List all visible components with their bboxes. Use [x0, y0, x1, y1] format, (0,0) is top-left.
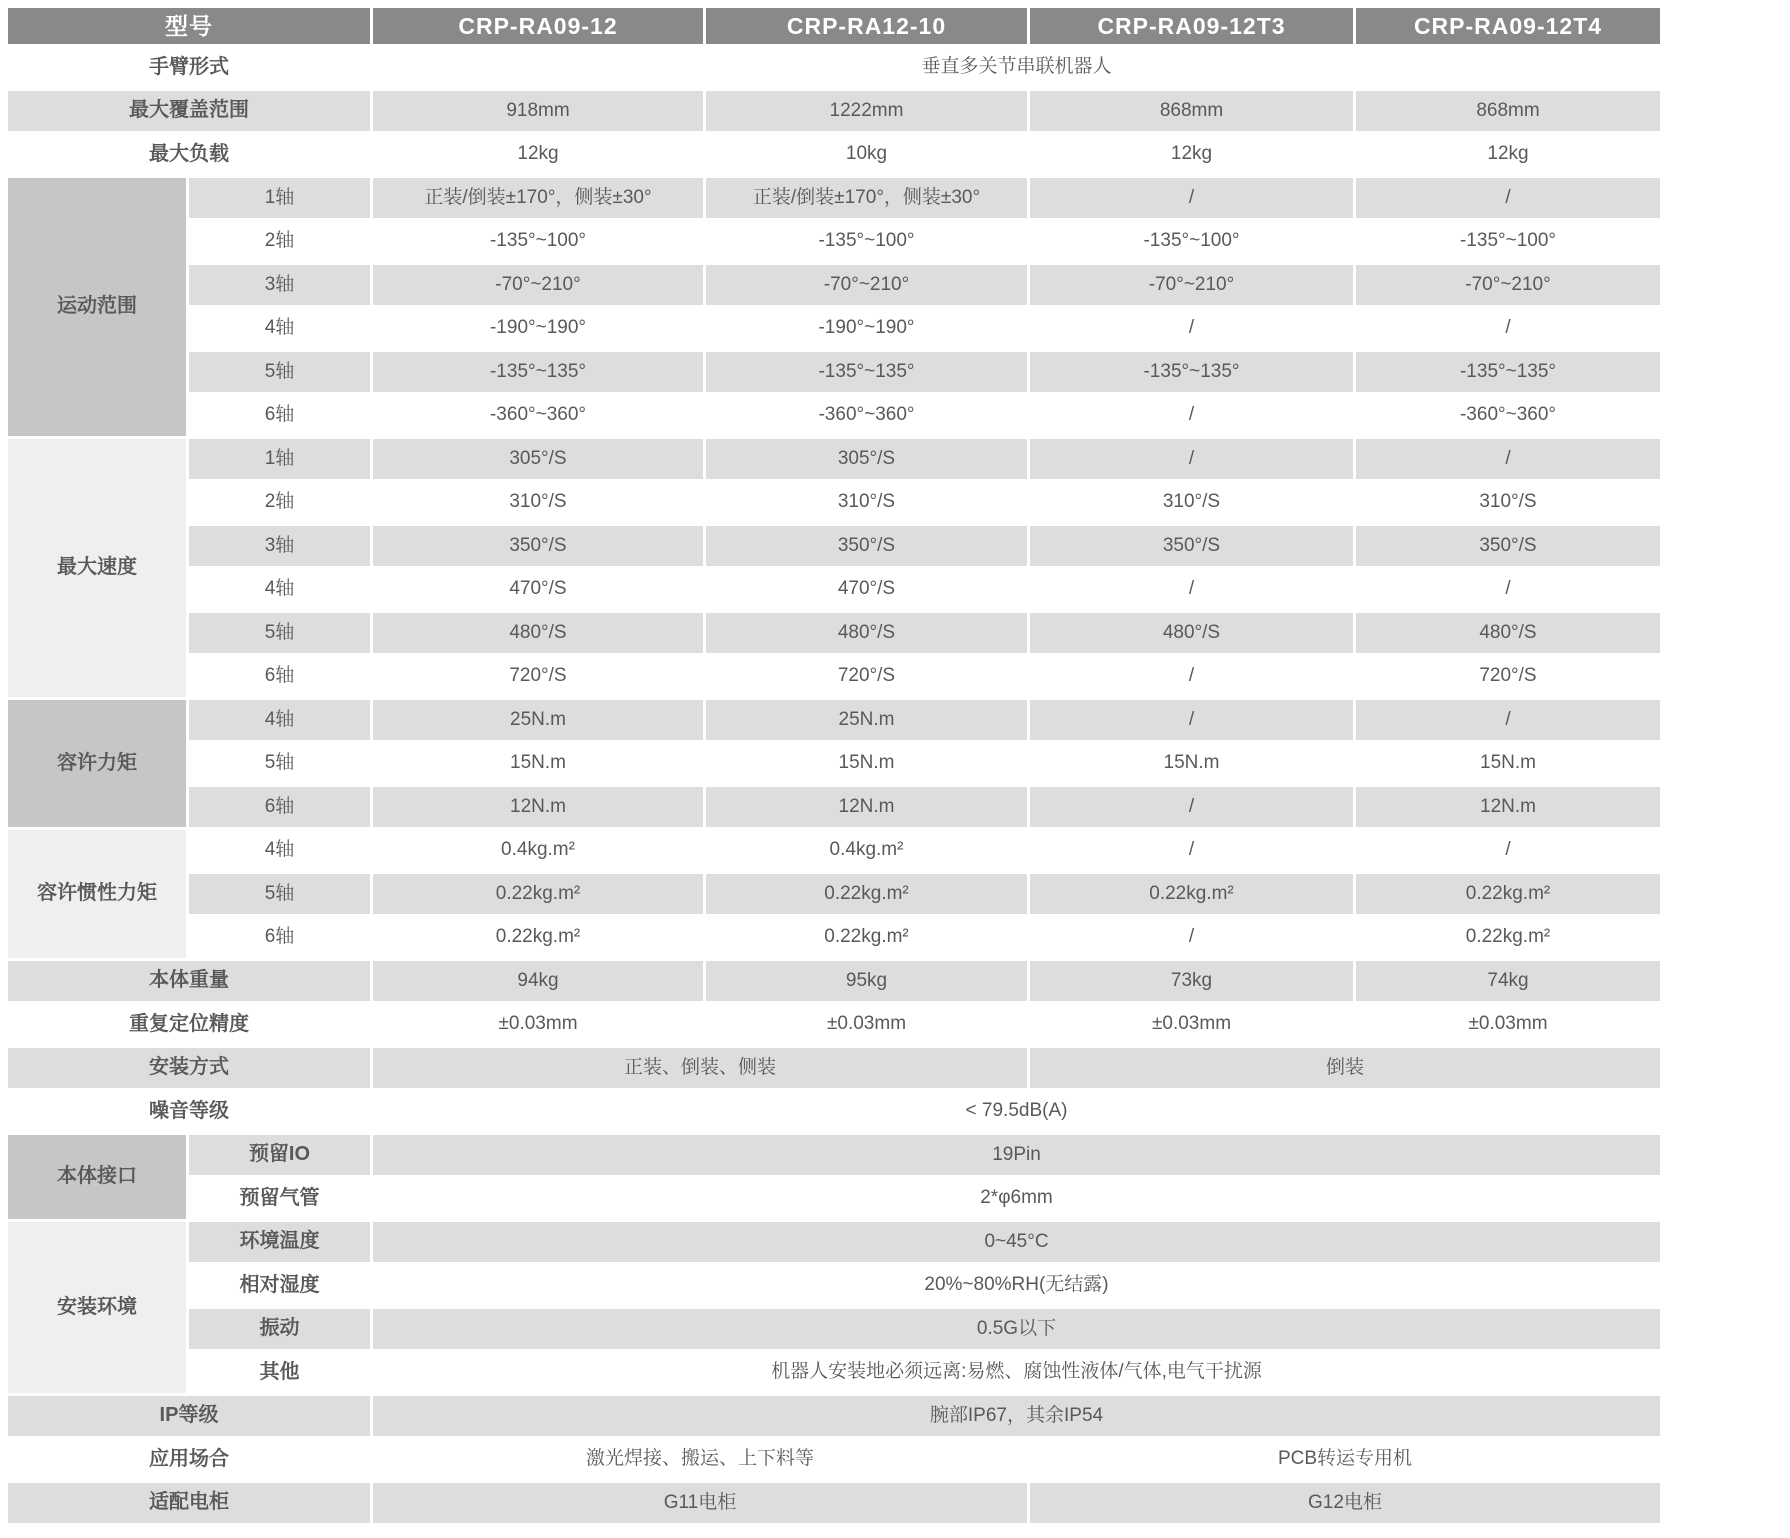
value-cell: < 79.5dB(A)	[965, 1100, 1068, 1122]
value-cell: 正装/倒装±170°，侧装±30°	[706, 178, 1027, 219]
row-label: 最大负载	[149, 142, 229, 165]
row-label: 安装方式	[8, 1048, 370, 1089]
row-label: IP等级	[8, 1396, 370, 1437]
value-cell: 15N.m	[1163, 752, 1220, 774]
value-cell: 480°/S	[373, 613, 703, 654]
row-label: 重复定位精度	[129, 1012, 249, 1035]
value-cell: -135°~100°	[1143, 230, 1240, 252]
row-label: 适配电柜	[8, 1483, 370, 1524]
value-cell: PCB转运专用机	[1277, 1448, 1413, 1470]
value-cell: -135°~135°	[373, 352, 703, 393]
row-label: 手臂形式	[149, 55, 229, 78]
value-cell: -135°~100°	[1459, 230, 1557, 252]
value-cell: 激光焊接、搬运、上下料等	[585, 1448, 814, 1470]
value-cell: 0.22kg.m²	[706, 874, 1027, 915]
value-cell: 12N.m	[373, 787, 703, 828]
value-cell: -135°~135°	[706, 352, 1027, 393]
sub-label: 其他	[259, 1360, 300, 1383]
value-cell: /	[1030, 178, 1353, 219]
sub-label: 6轴	[189, 787, 370, 828]
value-cell: 2*φ6mm	[980, 1187, 1053, 1209]
value-cell: 15N.m	[510, 752, 566, 774]
value-cell: 305°/S	[706, 439, 1027, 480]
sub-label: 5轴	[189, 613, 370, 654]
value-cell: 0~45°C	[373, 1222, 1660, 1263]
value-cell: -135°~100°	[489, 230, 587, 252]
value-cell: 470°/S	[509, 578, 567, 600]
value-cell: G11电柜	[373, 1483, 1027, 1524]
group-label: 安装环境	[8, 1222, 186, 1393]
value-cell: ±0.03mm	[826, 1013, 907, 1035]
value-cell: 12kg	[517, 143, 559, 165]
value-cell: /	[1188, 317, 1195, 339]
spec-table	[8, 8, 1660, 1523]
header-model-1: CRP-RA09-12	[373, 8, 703, 44]
group-label: 本体接口	[8, 1135, 186, 1219]
value-cell: 305°/S	[373, 439, 703, 480]
value-cell: 470°/S	[837, 578, 896, 600]
value-cell: 868mm	[1030, 91, 1353, 132]
header-model-2: CRP-RA12-10	[706, 8, 1027, 44]
value-cell: /	[1030, 700, 1353, 741]
group-label: 最大速度	[8, 439, 186, 697]
value-cell: 350°/S	[373, 526, 703, 567]
sub-label: 1轴	[189, 439, 370, 480]
value-cell: 720°/S	[837, 665, 896, 687]
value-cell: 1222mm	[706, 91, 1027, 132]
value-cell: /	[1188, 839, 1195, 861]
value-cell: -135°~135°	[1030, 352, 1353, 393]
value-cell: 350°/S	[1030, 526, 1353, 567]
value-cell: 0.5G以下	[373, 1309, 1660, 1350]
value-cell: 25N.m	[706, 700, 1027, 741]
value-cell: -70°~210°	[1030, 265, 1353, 306]
value-cell: -360°~360°	[818, 404, 915, 426]
group-label: 容许力矩	[8, 700, 186, 828]
value-cell: /	[1030, 787, 1353, 828]
value-cell: -70°~210°	[1356, 265, 1660, 306]
sub-label: 5轴	[264, 752, 295, 774]
value-cell: 15N.m	[838, 752, 895, 774]
value-cell: 350°/S	[1356, 526, 1660, 567]
value-cell: 25N.m	[373, 700, 703, 741]
value-cell: /	[1505, 839, 1511, 861]
value-cell: -190°~190°	[489, 317, 587, 339]
value-cell: 918mm	[373, 91, 703, 132]
value-cell: 350°/S	[706, 526, 1027, 567]
group-label: 容许惯性力矩	[8, 830, 186, 958]
value-cell: 倒装	[1030, 1048, 1660, 1089]
value-cell: 94kg	[373, 961, 703, 1002]
value-cell: 正装、倒装、侧装	[373, 1048, 1027, 1089]
value-cell: /	[1356, 439, 1660, 480]
value-cell: 480°/S	[1030, 613, 1353, 654]
sub-label: 2轴	[264, 230, 295, 252]
sub-label: 3轴	[189, 265, 370, 306]
sub-label: 4轴	[189, 700, 370, 741]
sub-label: 6轴	[264, 404, 295, 426]
value-cell: /	[1188, 404, 1195, 426]
value-cell: 15N.m	[1480, 752, 1536, 774]
value-cell: /	[1505, 578, 1511, 600]
sub-label: 振动	[189, 1309, 370, 1350]
value-cell: 0.22kg.m²	[373, 874, 703, 915]
value-cell: ±0.03mm	[498, 1013, 578, 1035]
value-cell: 73kg	[1030, 961, 1353, 1002]
header-model-label: 型号	[8, 8, 370, 44]
value-cell: 310°/S	[1162, 491, 1221, 513]
value-cell: 0.22kg.m²	[1356, 874, 1660, 915]
value-cell: /	[1188, 665, 1195, 687]
value-cell: 720°/S	[1479, 665, 1537, 687]
value-cell: -190°~190°	[818, 317, 915, 339]
sub-label: 1轴	[189, 178, 370, 219]
value-cell: 74kg	[1356, 961, 1660, 1002]
value-cell: 正装/倒装±170°，侧装±30°	[373, 178, 703, 219]
row-label: 噪音等级	[149, 1099, 229, 1122]
value-cell: -360°~360°	[1459, 404, 1557, 426]
value-cell: 480°/S	[1356, 613, 1660, 654]
value-cell: 720°/S	[509, 665, 567, 687]
sub-label: 5轴	[189, 352, 370, 393]
value-cell: -70°~210°	[373, 265, 703, 306]
value-cell: ±0.03mm	[1151, 1013, 1232, 1035]
sub-label: 2轴	[264, 491, 295, 513]
sub-label: 5轴	[189, 874, 370, 915]
header-model-3: CRP-RA09-12T3	[1030, 8, 1353, 44]
value-cell: 0.22kg.m²	[495, 926, 581, 948]
value-cell: 480°/S	[706, 613, 1027, 654]
value-cell: G12电柜	[1030, 1483, 1660, 1524]
value-cell: ±0.03mm	[1468, 1013, 1548, 1035]
sub-label: 相对湿度	[239, 1273, 320, 1296]
value-cell: 19Pin	[373, 1135, 1660, 1176]
value-cell: /	[1356, 700, 1660, 741]
sub-label: 环境温度	[189, 1222, 370, 1263]
row-label: 最大覆盖范围	[8, 91, 370, 132]
value-cell: 95kg	[706, 961, 1027, 1002]
value-cell: /	[1505, 317, 1511, 339]
sub-label: 6轴	[264, 926, 295, 948]
value-cell: 12kg	[1487, 143, 1529, 165]
sub-label: 预留气管	[239, 1186, 320, 1209]
value-cell: 310°/S	[509, 491, 567, 513]
value-cell: /	[1030, 439, 1353, 480]
value-cell: 868mm	[1356, 91, 1660, 132]
sub-label: 4轴	[264, 839, 295, 861]
value-cell: 12N.m	[706, 787, 1027, 828]
value-cell: 0.22kg.m²	[824, 926, 909, 948]
value-cell: 310°/S	[1479, 491, 1537, 513]
row-label: 本体重量	[8, 961, 370, 1002]
value-cell: 腕部IP67，其余IP54	[373, 1396, 1660, 1437]
sub-label: 预留IO	[189, 1135, 370, 1176]
value-cell: 310°/S	[837, 491, 896, 513]
sub-label: 4轴	[264, 578, 295, 600]
value-cell: -135°~100°	[818, 230, 915, 252]
sub-label: 4轴	[264, 317, 295, 339]
value-cell: 0.22kg.m²	[1465, 926, 1551, 948]
value-cell: 0.22kg.m²	[1030, 874, 1353, 915]
value-cell: 0.4kg.m²	[829, 839, 904, 861]
value-cell: 10kg	[845, 143, 888, 165]
value-cell: 0.4kg.m²	[501, 839, 575, 861]
value-cell: 12N.m	[1356, 787, 1660, 828]
value-cell: /	[1356, 178, 1660, 219]
sub-label: 6轴	[264, 665, 295, 687]
value-cell: 机器人安装地必须远离:易燃、腐蚀性液体/气体,电气干扰源	[771, 1361, 1262, 1383]
sub-label: 3轴	[189, 526, 370, 567]
row-label: 应用场合	[149, 1447, 229, 1470]
value-cell: /	[1188, 578, 1195, 600]
value-cell: 12kg	[1170, 143, 1213, 165]
value-cell: -360°~360°	[489, 404, 587, 426]
group-label: 运动范围	[8, 178, 186, 436]
value-cell: -70°~210°	[706, 265, 1027, 306]
value-cell: 垂直多关节串联机器人	[921, 56, 1112, 78]
value-cell: 20%~80%RH(无结露)	[924, 1274, 1109, 1296]
value-cell: -135°~135°	[1356, 352, 1660, 393]
header-model-4: CRP-RA09-12T4	[1356, 8, 1660, 44]
value-cell: /	[1188, 926, 1195, 948]
